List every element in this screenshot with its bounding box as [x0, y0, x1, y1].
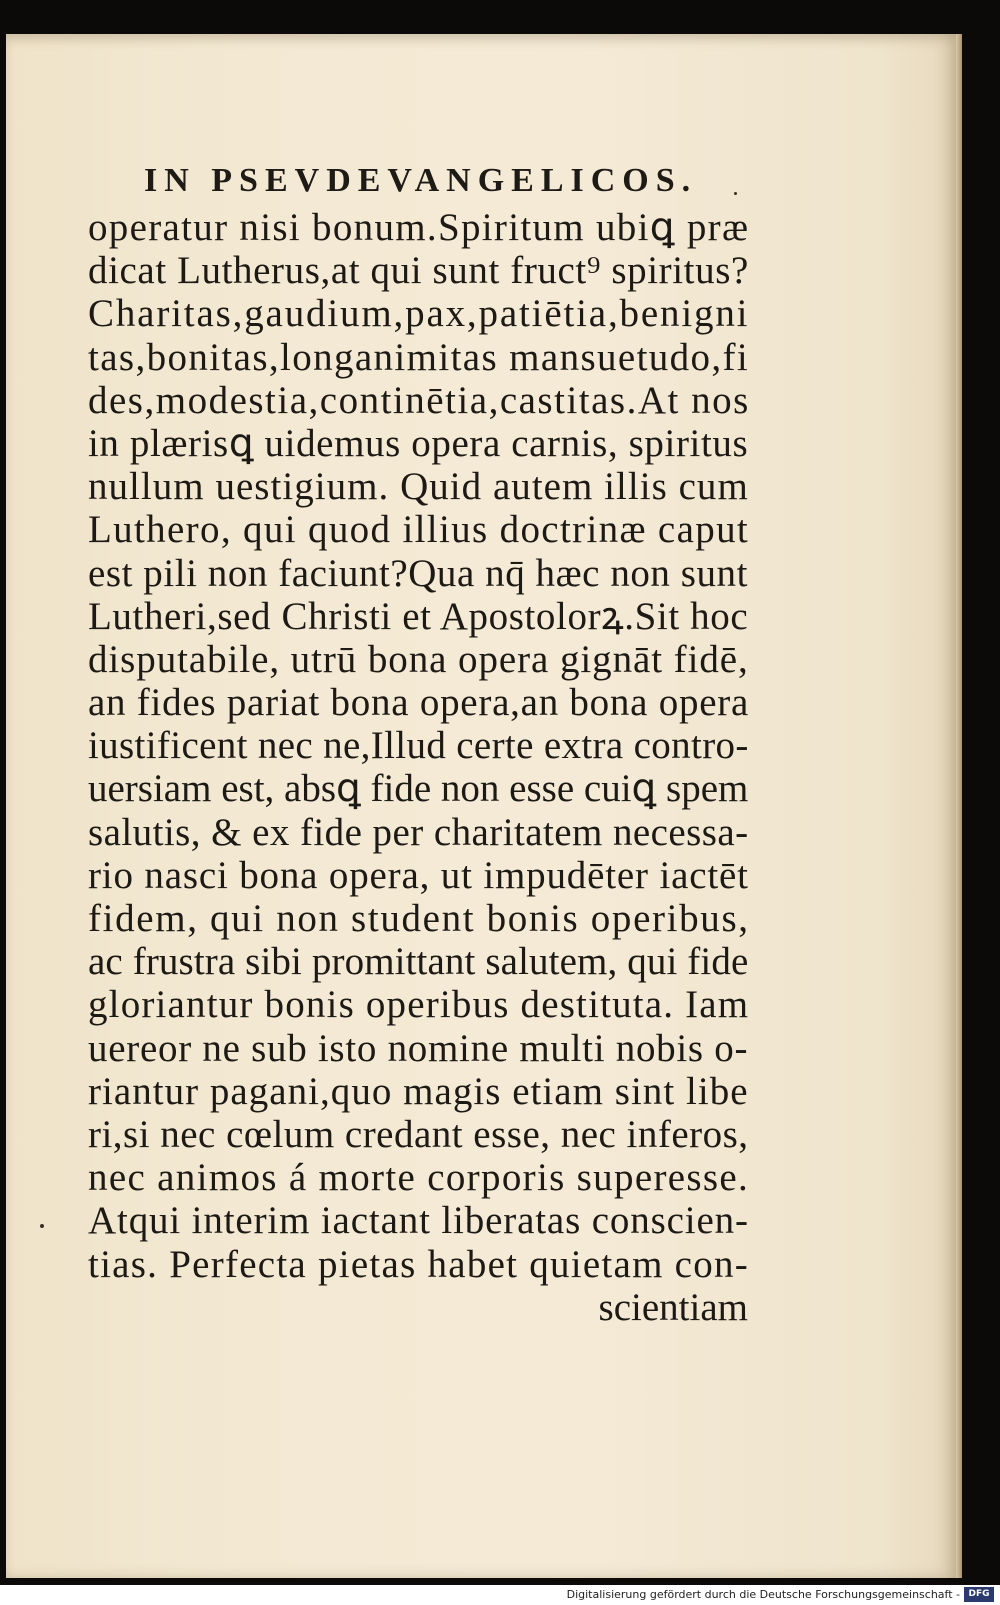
text-line: in plærisꝗ uidemus opera carnis, spiritus	[88, 421, 749, 465]
text-line: Luthero, qui quod illius doctrinæ caput	[88, 508, 750, 552]
ink-speck	[734, 192, 737, 195]
body-text	[88, 206, 748, 1329]
text-line: Charitas,gaudium,pax,patiētia,benigni	[88, 292, 750, 336]
text-line: dicat Lutherus,at qui sunt fruct⁹ spiritus?	[88, 249, 749, 293]
text-line: operatur nisi bonum.Spiritum ubiꝗ præ	[88, 206, 750, 249]
digitization-footer	[0, 1585, 1000, 1605]
text-line: an fides pariat bona opera,an bona opera	[88, 681, 750, 725]
text-line: salutis, & ex fide per charitatem necessa-	[88, 810, 749, 854]
text-line: Lutheri,sed Christi et Apostolorꝝ.Sit hoc	[88, 594, 749, 638]
text-line: est pili non faciunt?Qua nq̄ hæc non sunt	[88, 551, 748, 595]
text-line: ac frustra sibi promittant salutem, qui fide	[88, 940, 749, 984]
dfg-logo: DFG	[964, 1587, 994, 1602]
running-head: IN PSEVDEVANGELICOS.	[144, 162, 698, 199]
page-edge	[956, 34, 962, 1578]
text-line: ri,si nec cœlum credant esse, nec inferos,	[88, 1112, 749, 1156]
text-line: riantur pagani,quo magis etiam sint libe	[88, 1069, 749, 1113]
ink-speck	[40, 1224, 44, 1228]
book-page	[6, 34, 956, 1578]
text-line: nec animos á morte corporis superesse.	[88, 1156, 750, 1200]
text-line: des,modestia,continētia,castitas.At nos	[88, 378, 750, 422]
text-line: disputabile, utrū bona opera gignāt fidē,	[88, 637, 749, 681]
text-line: tas,bonitas,longanimitas mansuetudo,fi	[88, 335, 750, 379]
text-line: nullum uestigium. Quid autem illis cum	[88, 465, 749, 509]
text-line: uereor ne sub isto nomine multi nobis o-	[88, 1026, 749, 1070]
text-line: gloriantur bonis operibus destituta. Iam	[88, 983, 750, 1027]
text-line: uersiam est, absꝗ fide non esse cuiꝗ spem	[88, 767, 749, 811]
text-line: fidem, qui non student bonis operibus,	[88, 897, 750, 940]
funding-credit: Digitalisierung gefördert durch die Deutsche Forschungsgemeinschaft -	[566, 1588, 960, 1601]
text-line: tias. Perfecta pietas habet quietam con-	[88, 1242, 750, 1286]
text-line: Atqui interim iactant liberatas conscien-	[88, 1199, 749, 1243]
catchword: scientiam	[598, 1285, 748, 1329]
text-line: iustificent nec ne,Illud certe extra contro-	[88, 724, 749, 768]
text-line: rio nasci bona opera, ut impudēter iactēt	[88, 853, 749, 897]
